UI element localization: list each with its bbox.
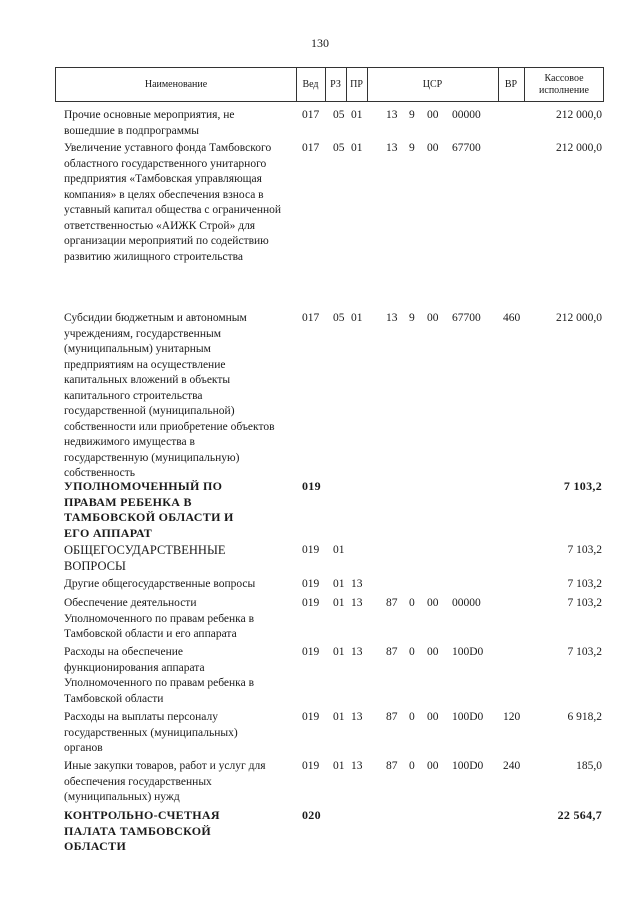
row-sum: 212 000,0 — [556, 312, 602, 324]
row-csr-subprogram: 9 — [409, 142, 415, 154]
header-name: Наименование — [144, 78, 208, 90]
row-sum: 22 564,7 — [557, 808, 602, 822]
row-csr-direction: 00000 — [452, 597, 481, 609]
row-csr-subprogram: 0 — [409, 597, 415, 609]
row-vr: 460 — [503, 312, 521, 324]
row-csr-program: 87 — [386, 760, 398, 772]
row-csr-program: 87 — [386, 597, 398, 609]
row-sum: 7 103,2 — [563, 479, 602, 493]
header-rz: РЗ — [330, 78, 341, 90]
row-sum: 7 103,2 — [567, 646, 602, 658]
row-csr-program: 87 — [386, 711, 398, 723]
row-sum: 7 103,2 — [567, 544, 602, 556]
row-csr-direction: 100D0 — [452, 711, 484, 723]
row-ved: 019 — [302, 544, 320, 556]
row-csr-event: 00 — [427, 597, 439, 609]
row-rz: 01 — [333, 646, 345, 658]
row-rz: 01 — [333, 578, 345, 590]
row-ved: 019 — [302, 646, 320, 658]
row-name: Иные закупки товаров, работ и услуг для обеспечения государственных (муниципальных) нужд — [64, 760, 266, 803]
row-csr-direction: 100D0 — [452, 646, 484, 658]
page-number: 130 — [311, 36, 329, 50]
row-csr-program: 87 — [386, 646, 398, 658]
row-csr-program: 13 — [386, 312, 398, 324]
row-pr: 01 — [351, 312, 363, 324]
row-ved: 019 — [302, 711, 320, 723]
row-pr: 01 — [351, 109, 363, 121]
row-csr-event: 00 — [427, 109, 439, 121]
row-ved: 019 — [302, 578, 320, 590]
row-csr-program: 13 — [386, 142, 398, 154]
header-ved: Вед — [302, 78, 319, 90]
row-csr-direction: 00000 — [452, 109, 481, 121]
row-name: Расходы на выплаты персоналу государственных (муниципальных) органов — [64, 711, 238, 754]
row-name: Прочие основные мероприятия, не вошедшие в подпрограммы — [64, 109, 235, 137]
row-ved: 017 — [302, 142, 320, 154]
row-name: Субсидии бюджетным и автономным учреждениям, государственным (муниципальным) унитарным предприятиям на осуществление капитальных вложений в объекты капитального строительства государственной (муниципальной) собственности или приобретение объектов недвижимого имущества в государственную (муниципальную) собственность — [64, 312, 275, 479]
row-csr-subprogram: 0 — [409, 646, 415, 658]
row-sum: 185,0 — [576, 760, 602, 772]
row-csr-event: 00 — [427, 142, 439, 154]
header-csr: ЦСР — [422, 78, 443, 90]
row-csr-subprogram: 9 — [409, 312, 415, 324]
row-name: Другие общегосударственные вопросы — [64, 578, 256, 590]
row-csr-subprogram: 9 — [409, 109, 415, 121]
row-pr: 01 — [351, 142, 363, 154]
row-pr: 13 — [351, 597, 363, 609]
row-rz: 05 — [333, 109, 345, 121]
header-divider — [524, 68, 525, 101]
row-name: ОБЩЕГОСУДАРСТВЕННЫЕ ВОПРОСЫ — [64, 543, 226, 573]
row-name: Обеспечение деятельности Уполномоченного по правам ребенка в Тамбовской области и его аппарата — [64, 597, 254, 640]
row-rz: 01 — [333, 711, 345, 723]
header-vr: ВР — [504, 78, 518, 90]
row-ved: 019 — [302, 597, 320, 609]
row-pr: 13 — [351, 711, 363, 723]
row-name: КОНТРОЛЬНО-СЧЕТНАЯ ПАЛАТА ТАМБОВСКОЙ ОБЛАСТИ — [64, 808, 220, 853]
row-csr-event: 00 — [427, 760, 439, 772]
row-sum: 7 103,2 — [567, 597, 602, 609]
row-csr-direction: 67700 — [452, 142, 481, 154]
row-ved: 017 — [302, 312, 320, 324]
row-csr-subprogram: 0 — [409, 711, 415, 723]
row-vr: 240 — [503, 760, 521, 772]
row-ved: 017 — [302, 109, 320, 121]
row-sum: 7 103,2 — [567, 578, 602, 590]
header-pr: ПР — [350, 78, 363, 90]
header-sum: Кассовое исполнение — [539, 73, 589, 96]
table-header — [55, 67, 604, 102]
row-csr-event: 00 — [427, 646, 439, 658]
row-ved: 019 — [302, 760, 320, 772]
row-name: Расходы на обеспечение функционирования аппарата Уполномоченного по правам ребенка в Тамбовской области — [64, 646, 254, 705]
row-csr-event: 00 — [427, 312, 439, 324]
row-name: Увеличение уставного фонда Тамбовского областного государственного унитарного предприятия «Тамбовская управляющая компания» в целях обеспечения взноса в уставный капитал общества с ограниченной ответственностью «АИЖК Строй» для организации мероприятий по содействию развитию жилищного строительства — [64, 142, 282, 263]
row-csr-subprogram: 0 — [409, 760, 415, 772]
row-rz: 01 — [333, 760, 345, 772]
row-name: УПОЛНОМОЧЕННЫЙ ПО ПРАВАМ РЕБЕНКА В ТАМБОВСКОЙ ОБЛАСТИ И ЕГО АППАРАТ — [64, 479, 234, 540]
row-rz: 05 — [333, 312, 345, 324]
row-vr: 120 — [503, 711, 521, 723]
row-csr-direction: 100D0 — [452, 760, 484, 772]
row-ved: 020 — [302, 808, 321, 822]
row-csr-event: 00 — [427, 711, 439, 723]
row-sum: 212 000,0 — [556, 109, 602, 121]
row-pr: 13 — [351, 578, 363, 590]
row-sum: 6 918,2 — [567, 711, 602, 723]
row-pr: 13 — [351, 646, 363, 658]
row-pr: 13 — [351, 760, 363, 772]
row-ved: 019 — [302, 479, 321, 493]
row-rz: 01 — [333, 544, 345, 556]
row-sum: 212 000,0 — [556, 142, 602, 154]
row-rz: 05 — [333, 142, 345, 154]
row-csr-direction: 67700 — [452, 312, 481, 324]
row-csr-program: 13 — [386, 109, 398, 121]
row-rz: 01 — [333, 597, 345, 609]
